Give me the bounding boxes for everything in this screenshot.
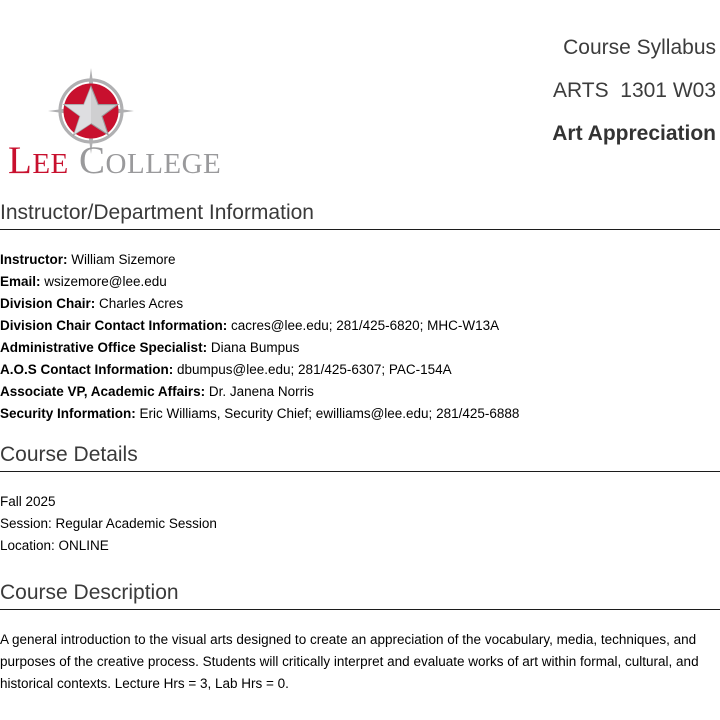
course-details-list	[0, 472, 720, 557]
header-title-block	[296, 26, 716, 155]
spacer	[0, 557, 720, 580]
document-type: Course Syllabus	[563, 36, 716, 59]
course-description-paragraph: A general introduction to the visual arts designed to create an appreciation of the vocabulary, media, techniques, and purposes of the creative process. Students will critically interpret and evaluate works of art within formal, cultural, and historical contexts. Lecture Hrs = 3, Lab Hrs = 0.	[0, 632, 699, 691]
row-label: Administrative Office Specialist:	[0, 340, 208, 355]
row-value: Eric Williams, Security Chief; ewilliams@lee.edu; 281/425-6888	[139, 406, 520, 421]
row-value: wsizemore@lee.edu	[44, 274, 167, 289]
section-course-details	[0, 442, 720, 557]
section-title-course-details: Course Details	[0, 442, 720, 472]
logo-word-lee: LEE	[8, 139, 69, 182]
spacer	[0, 425, 720, 442]
instructor-row	[0, 359, 720, 381]
row-label: Division Chair Contact Information:	[0, 318, 228, 333]
logo-word-college: COLLEGE	[79, 139, 222, 182]
row-label: Instructor:	[0, 252, 68, 267]
row-value: cacres@lee.edu; 281/425-6820; MHC-W13A	[231, 318, 500, 333]
course-detail-term: Fall 2025	[0, 494, 56, 509]
course-description-body	[0, 610, 720, 695]
section-title-instructor: Instructor/Department Information	[0, 200, 720, 230]
row-value: William Sizemore	[71, 252, 176, 267]
instructor-row	[0, 381, 720, 403]
instructor-row	[0, 249, 720, 271]
course-detail-location: Location: ONLINE	[0, 538, 109, 553]
section-title-course-description: Course Description	[0, 580, 720, 610]
course-code: ARTS 1301 W03	[552, 79, 716, 102]
section-course-description	[0, 580, 720, 695]
lee-college-logo	[8, 68, 280, 180]
row-value: Diana Bumpus	[210, 340, 300, 355]
row-label: Security Information:	[0, 406, 136, 421]
row-label: Division Chair:	[0, 296, 96, 311]
page-header	[0, 0, 720, 200]
instructor-row	[0, 315, 720, 337]
course-title: Art Appreciation	[552, 122, 716, 145]
row-label: Associate VP, Academic Affairs:	[0, 384, 206, 399]
instructor-row	[0, 337, 720, 359]
instructor-info-list	[0, 230, 720, 425]
row-label: Email:	[0, 274, 41, 289]
instructor-row	[0, 403, 720, 425]
section-instructor-department	[0, 200, 720, 425]
row-value: Dr. Janena Norris	[208, 384, 314, 399]
row-value: Charles Acres	[99, 296, 184, 311]
logo-wordmark	[8, 140, 280, 182]
instructor-row	[0, 271, 720, 293]
row-label: A.O.S Contact Information:	[0, 362, 174, 377]
instructor-row	[0, 293, 720, 315]
row-value: dbumpus@lee.edu; 281/425-6307; PAC-154A	[177, 362, 452, 377]
course-detail-session: Session: Regular Academic Session	[0, 516, 217, 531]
